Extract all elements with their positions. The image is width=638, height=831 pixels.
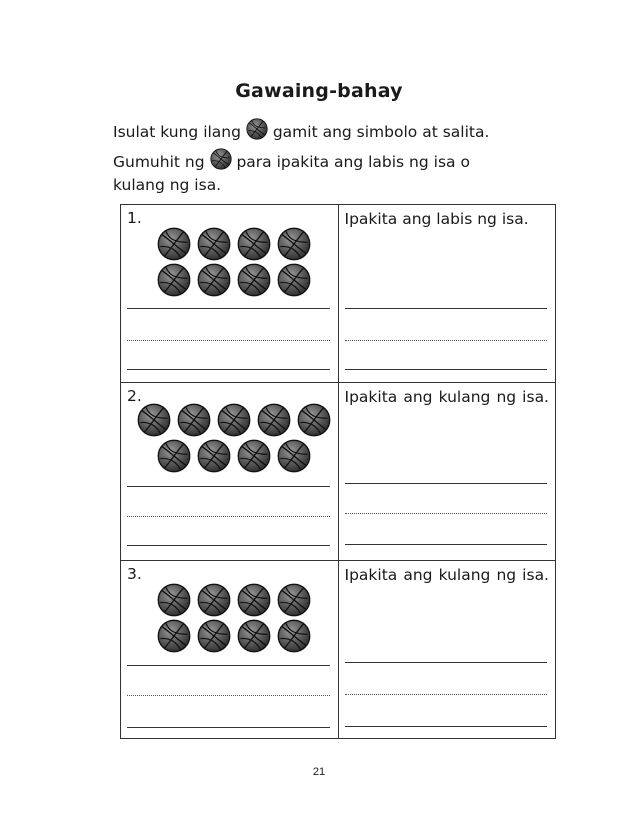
- basketball-icon: [210, 148, 232, 170]
- answer-line-dotted[interactable]: [127, 516, 330, 517]
- answer-line-solid[interactable]: [345, 308, 548, 309]
- answer-line-solid[interactable]: [127, 727, 330, 728]
- item-number: 1.: [127, 209, 142, 227]
- prompt-cell: [338, 205, 556, 383]
- answer-line-dotted[interactable]: [345, 340, 548, 341]
- table-row: [121, 205, 556, 383]
- basketball-icon: [157, 263, 191, 297]
- answer-line-solid[interactable]: [345, 369, 548, 370]
- answer-line-dotted[interactable]: [127, 695, 330, 696]
- answer-line-solid[interactable]: [345, 483, 548, 484]
- item-cell: [121, 561, 339, 739]
- basketball-icon: [197, 227, 231, 261]
- basketball-icon: [237, 439, 271, 473]
- page-title: Gawaing-bahay: [235, 80, 403, 102]
- basketball-icon: [237, 263, 271, 297]
- instruction-text: gamit ang simbolo at salita.: [272, 123, 490, 141]
- instruction-line-2: [113, 148, 470, 173]
- item-prompt-text: Ipakita ang kulang ng isa.: [344, 388, 549, 406]
- basketball-icon: [197, 439, 231, 473]
- answer-line-dotted[interactable]: [127, 340, 330, 341]
- basketball-icon: [157, 227, 191, 261]
- item-number: 2.: [127, 387, 142, 405]
- table-row: [121, 561, 556, 739]
- item-cell: [121, 205, 339, 383]
- basketball-icon: [197, 583, 231, 617]
- basketball-icon: [257, 403, 291, 437]
- basketball-icon: [277, 263, 311, 297]
- instruction-text: Isulat kung ilang: [113, 123, 241, 141]
- instruction-text: Gumuhit ng: [113, 153, 205, 171]
- page-number: 21: [312, 766, 326, 778]
- prompt-cell: [338, 383, 556, 561]
- item-prompt: [345, 386, 550, 408]
- item-prompt: Ipakita ang labis ng isa.: [344, 210, 529, 228]
- answer-line-solid[interactable]: [127, 486, 330, 487]
- basketball-icon: [277, 439, 311, 473]
- basketball-icon: [237, 583, 271, 617]
- basketball-icon: [197, 263, 231, 297]
- prompt-cell: [338, 561, 556, 739]
- basketball-icon: [157, 439, 191, 473]
- item-prompt: [345, 564, 550, 586]
- basketball-icon: [137, 403, 171, 437]
- answer-line-solid[interactable]: [345, 662, 548, 663]
- table-row: [121, 383, 556, 561]
- basketball-icon: [177, 403, 211, 437]
- answer-line-dotted[interactable]: [345, 694, 548, 695]
- basketball-icon: [237, 227, 271, 261]
- answer-line-solid[interactable]: [127, 665, 330, 666]
- answer-line-solid[interactable]: [127, 369, 330, 370]
- item-cell: [121, 383, 339, 561]
- instruction-text: para ipakita ang labis ng isa o: [236, 153, 470, 171]
- answer-line-solid[interactable]: [345, 726, 548, 727]
- instruction-line-3: kulang ng isa.: [113, 176, 222, 194]
- answer-line-solid[interactable]: [127, 308, 330, 309]
- basketball-icon: [157, 583, 191, 617]
- basketball-icon: [157, 619, 191, 653]
- basketball-icon: [197, 619, 231, 653]
- answer-line-solid[interactable]: [345, 544, 548, 545]
- basketball-icon: [217, 403, 251, 437]
- answer-line-dotted[interactable]: [345, 513, 548, 514]
- basketball-icon: [297, 403, 331, 437]
- answer-line-solid[interactable]: [127, 545, 330, 546]
- basketball-icon: [277, 227, 311, 261]
- worksheet-table: [120, 204, 556, 739]
- item-prompt-text: Ipakita ang kulang ng isa.: [344, 566, 549, 584]
- instruction-line-1: [113, 118, 489, 143]
- basketball-icon: [246, 118, 268, 140]
- basketball-icon: [237, 619, 271, 653]
- basketball-icon: [277, 619, 311, 653]
- item-number: 3.: [127, 565, 142, 583]
- basketball-icon: [277, 583, 311, 617]
